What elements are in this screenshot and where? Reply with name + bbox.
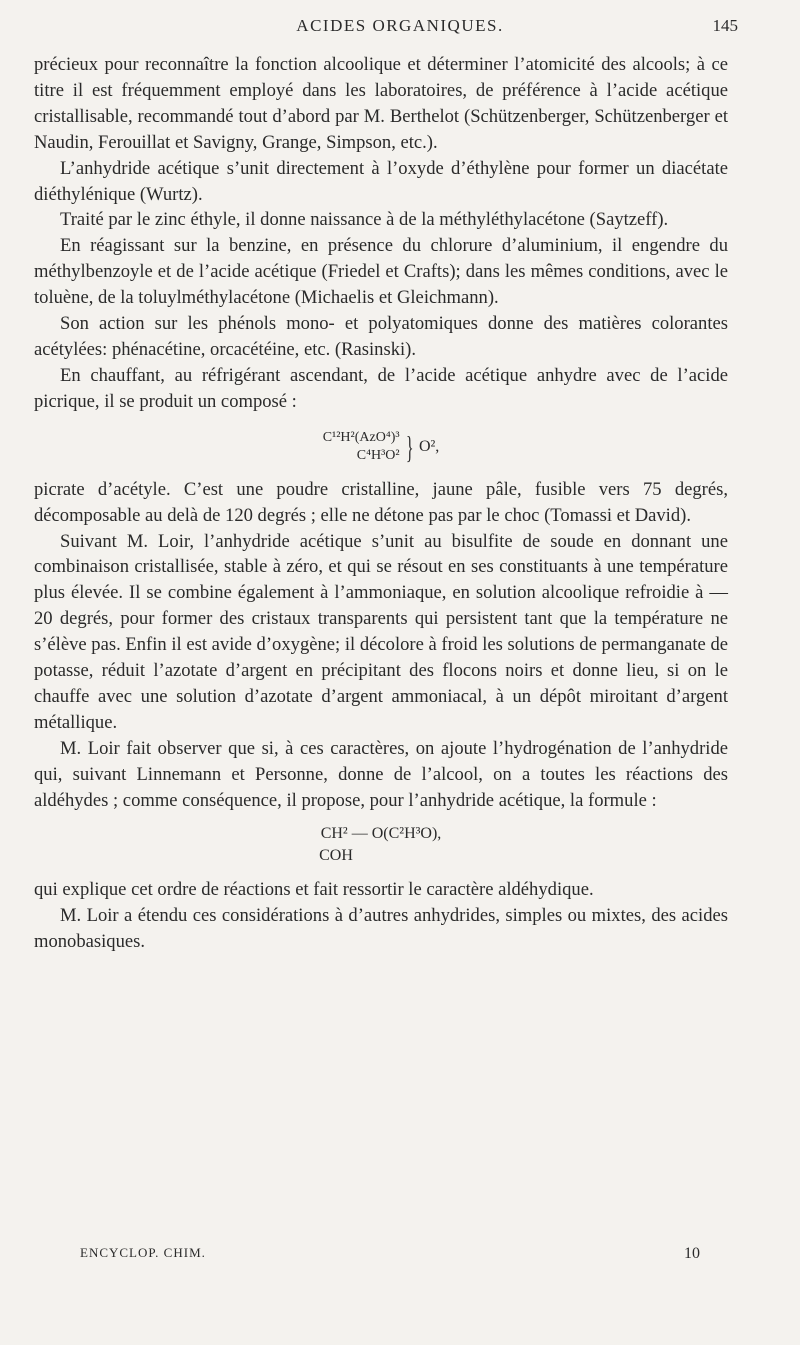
page-number: 145	[712, 16, 738, 35]
signature-number: 10	[684, 1245, 700, 1262]
paragraph: Traité par le zinc éthyle, il donne naissance à de la méthyléthylacétone (Saytzeff).	[60, 209, 669, 231]
paragraph: M. Loir a étendu ces considérations à d’autres anhydrides, simples ou mixtes, des acides monobasiques.	[34, 905, 728, 953]
footer-signature: ENCYCLOP. CHIM.	[80, 1245, 206, 1260]
body-text	[34, 52, 728, 955]
chemical-formula-anhydride	[34, 823, 728, 867]
brace-icon: }	[405, 428, 414, 465]
paragraph: En chauffant, au réfrigérant ascendant, de l’acide acétique anhydre avec de l’acide picrique, il se produit un composé :	[34, 364, 728, 412]
formula-right: O²,	[418, 437, 440, 455]
paragraph: L’anhydride acétique s’unit directement à l’oxyde d’éthylène pour former un diacétate diéthylénique (Wurtz).	[34, 157, 728, 205]
page-footer	[80, 1245, 700, 1267]
paragraph: précieux pour reconnaître la fonction alcoolique et déterminer l’atomicité des alcools; à ce titre il est fréquemment employé dans les laboratoires, de préférence à l’acide acétique cristallisable, recommandé tout d’abord par M. Berthelot (Schützenberger, Schützenberger et Naudin, Ferouillat et Savigny, Grange, Simpson, etc.).	[34, 54, 728, 153]
chemical-formula-picrate	[34, 429, 728, 465]
paragraph: Son action sur les phénols mono- et polyatomiques donne des matières colorantes acétylées: phénacétine, orcacétéine, etc. (Rasinski).	[34, 313, 728, 360]
page-header	[0, 16, 800, 40]
paragraph: qui explique cet ordre de réactions et fait ressortir le caractère aldéhydique.	[34, 879, 594, 901]
formula-bottom: C⁴H³O²	[356, 447, 400, 463]
paragraph: En réagissant sur la benzine, en présence du chlorure d’aluminium, il engendre du méthylbenzoyle et de l’acide acétique (Friedel et Crafts); dans les mêmes conditions, avec le toluène, de la toluylméthylacétone (Michaelis et Gleichmann).	[34, 235, 728, 309]
paragraph: picrate d’acétyle. C’est une poudre cristalline, jaune pâle, fusible vers 75 degrés, décomposable au delà de 120 degrés ; elle ne détone pas par le choc (Tomassi et David).	[34, 478, 728, 526]
formula-line-1: CH² — O(C²H³O),	[320, 825, 442, 843]
formula-top: C¹²H²(AzO⁴)³	[322, 429, 400, 445]
paragraph: M. Loir fait observer que si, à ces caractères, on ajoute l’hydrogénation de l’anhydride qui, suivant Linnemann et Personne, donne de l’alcool, on a toutes les réactions des aldéhydes ; comme conséquence, il propose, pour l’anhydride acétique, la formule :	[34, 737, 728, 811]
paragraph: Suivant M. Loir, l’anhydride acétique s’unit au bisulfite de soude en donnant une combinaison cristallisée, stable à zéro, et qui se résout en ses constituants à une température plus élevée. Il se combine également à l’ammoniaque, en solution alcoolique refroidie à — 20 degrés, pour former des cristaux transparents qui persistent tant que la température ne s’élève pas. Enfin il est avide d’oxygène; il décolore à froid les solutions de permanganate de potasse, réduit l’azotate d’argent en précipitant des flocons noirs et donne lieu, si on le chauffe avec une solution d’azotate d’argent ammoniacal, à un dépôt miroitant d’argent métallique.	[34, 530, 728, 733]
formula-line-2: COH	[319, 847, 353, 865]
running-title: ACIDES ORGANIQUES.	[296, 16, 504, 35]
